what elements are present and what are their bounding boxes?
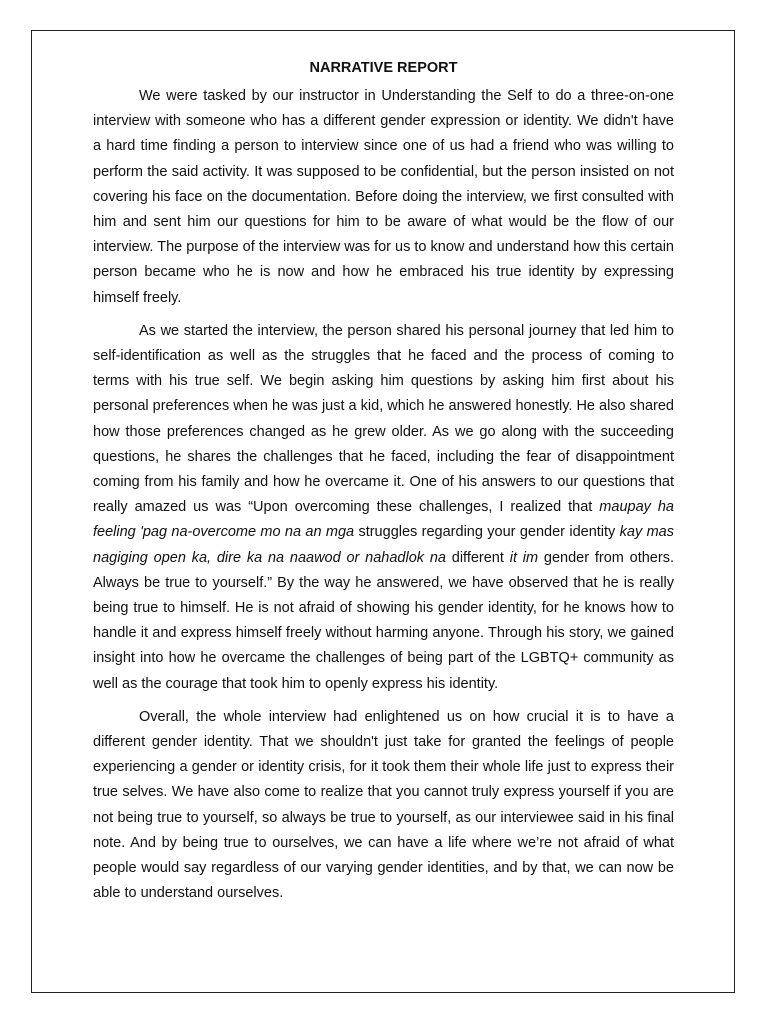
paragraph-3 xyxy=(93,705,674,907)
document-title: NARRATIVE REPORT xyxy=(309,60,458,76)
paragraph-2 xyxy=(93,319,674,697)
paragraph-2-italic-quote-3: it im xyxy=(509,549,539,566)
paragraph-2-text-part-2: struggles regarding your gender identity xyxy=(354,524,620,541)
paragraph-2-text-part-3: different xyxy=(445,549,510,566)
paragraph-2-italic-quote-2: kay mas nagiging open ka, dire ka na naawod or nahadlok na xyxy=(93,524,674,566)
paragraph-2-italic-quote-1: maupay ha feeling 'pag na-overcome mo na an mga xyxy=(93,499,674,541)
paragraph-2-text-part-4: gender from others. Always be true to yourself.” By the way he answered, we have observed that he is really being true to himself. He is not afraid of showing his gender identity, for he knows how to handle it and express himself freely without harming anyone. Through his story, we gained insight into how he overcame the challenges of being part of the LGBTQ+ community as well as the courage that took him to openly express his identity. xyxy=(93,549,674,692)
paragraph-1-text: We were tasked by our instructor in Understanding the Self to do a three-on-one interview with someone who has a different gender expression or identity. We didn't have a hard time finding a person to interview since one of us had a friend who was willing to perform the said activity. It was supposed to be confidential, but the person insisted on not covering his face on the documentation. Before doing the interview, we first consulted with him and sent him our questions for him to be aware of what would be the flow of our interview. The purpose of the interview was for us to know and understand how this certain person became who he is now and how he embraced his true identity by expressing himself freely. xyxy=(93,88,674,306)
document-body xyxy=(93,58,674,915)
paragraph-1 xyxy=(93,84,674,311)
paragraph-3-text: Overall, the whole interview had enlightened us on how crucial it is to have a different gender identity. That we shouldn't just take for granted the feelings of people experiencing a gender or identity crisis, for it took them their whole life just to express their true selves. We have also come to realize that you cannot truly express yourself if you are not being true to yourself, so always be true to yourself, as our interviewee said in his final note. And by being true to ourselves, we can have a life where we’re not afraid of what people would say regardless of our varying gender identities, and by that, we can now be able to understand ourselves. xyxy=(93,708,674,902)
paragraph-2-text-part-1: As we started the interview, the person shared his personal journey that led him to self-identification as well as the struggles that he faced and the process of coming to terms with his true self. We begin asking him questions by asking him first about his personal preferences when he was just a kid, which he answered honestly. He also shared how those preferences changed as he grew older. As we go along with the succeeding questions, he shares the challenges that he faced, including the fear of disappointment coming from his family and how he overcame it. One of his answers to our questions that really amazed us was “Upon overcoming these challenges, I realized that xyxy=(93,322,674,516)
